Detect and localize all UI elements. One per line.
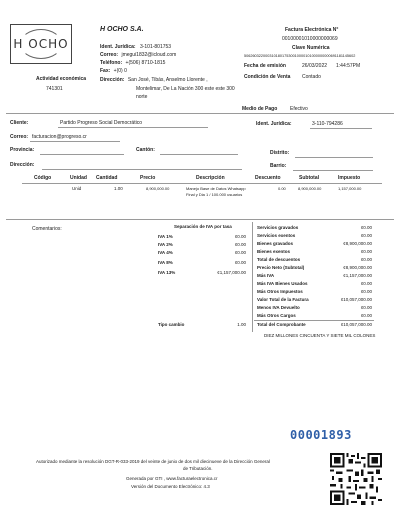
items-header-divider <box>22 183 382 184</box>
client-name-underline <box>58 127 208 128</box>
consecutive-number: 00001893 <box>290 428 352 442</box>
emitter-address-line3: norte <box>136 94 148 100</box>
iva-rate-label-1: IVA 1% <box>158 234 173 239</box>
activity-label: Actividad económica <box>36 76 87 82</box>
total-label-2: Servicios exentos <box>257 233 296 238</box>
items-bottom-divider <box>6 219 394 220</box>
total-value-2: ¢0.00 <box>360 233 372 238</box>
total-value-7: ¢1,157,000.00 <box>343 273 372 278</box>
iva-rate-label-5: IVA 13% <box>158 270 176 275</box>
district-underline <box>295 157 373 158</box>
doc-number: 00100001010000000069 <box>282 36 338 42</box>
emitter-address-line1: San José, Tibás, Anselmo Llorente , <box>127 77 208 83</box>
emitter-address-row <box>100 77 208 83</box>
condition-value: Contado <box>302 74 321 80</box>
item-qty: 1.00 <box>114 186 123 191</box>
total-label-10: Valor Total de la Factura <box>257 297 309 302</box>
emitter-address-line2: Montelimar, De La Nación 300 este este 300 <box>136 86 235 92</box>
iva-rate-value-2: ¢0.00 <box>234 242 246 247</box>
iva-rate-label-2: IVA 2% <box>158 242 173 247</box>
client-address-label: Dirección: <box>10 162 35 168</box>
iva-rate-label-3: IVA 4% <box>158 250 173 255</box>
total-label-1: Servicios gravados <box>257 225 299 230</box>
iva-rate-value-3: ¢0.00 <box>234 250 246 255</box>
total-label-5: Total de descuentos <box>257 257 301 262</box>
col-header-qty: Cantidad <box>96 175 118 181</box>
total-label-4: Bienes exentos <box>257 249 291 254</box>
item-price: 8,900,000.00 <box>146 186 170 191</box>
client-email-underline <box>30 141 120 142</box>
item-discount: 0.00 <box>278 186 286 191</box>
client-name-value: Partido Progreso Social Democrático <box>60 120 142 126</box>
col-header-tax: Impuesto <box>338 175 361 181</box>
grand-total-divider <box>254 320 374 321</box>
client-name-label: Cliente: <box>10 120 29 126</box>
client-id-underline <box>310 128 372 129</box>
footer-generator: Generada por GTI , www.facturaelectronica.cr <box>126 476 218 481</box>
barrio-label: Barrio: <box>270 163 287 169</box>
footer-resolution-line2: de Tributación. <box>183 466 213 471</box>
date-value: 26/03/2022 <box>302 63 328 69</box>
total-label-3: Bienes gravados <box>257 241 294 246</box>
date-label: Fecha de emisión <box>244 63 286 69</box>
province-underline <box>40 154 124 155</box>
item-desc-line2: Final y Dia 1 / 100.000 usuarios <box>186 192 243 197</box>
total-value-10: ¢10,057,000.00 <box>340 297 372 302</box>
payment-value: Efectivo <box>290 106 308 112</box>
emitter-phone-label: Teléfono: <box>100 60 123 66</box>
canton-underline <box>160 154 238 155</box>
client-email-label: Correo: <box>10 134 29 140</box>
qr-code-icon <box>330 453 382 505</box>
iva-rate-label-4: IVA 8% <box>158 260 173 265</box>
emitter-phone-value: +(506) 8710-1815 <box>125 60 166 66</box>
emitter-phone-row <box>100 60 165 66</box>
col-header-unit: Unidad <box>70 175 87 181</box>
emitter-email-row <box>100 52 176 58</box>
doc-type-label: Factura Electrónica N° <box>285 27 339 33</box>
total-value-3: ¢8,900,000.00 <box>343 241 372 246</box>
client-id-value: 3-110-794286 <box>312 121 343 127</box>
province-label: Provincia: <box>10 147 35 153</box>
total-label-9: Más Otros Impuestos <box>257 289 303 294</box>
district-label: Distrito: <box>270 150 290 156</box>
col-header-discount: Descuento <box>255 175 281 181</box>
total-value-6: ¢8,900,000.00 <box>343 265 372 270</box>
payment-label: Medio de Pago <box>242 106 278 112</box>
exchange-value: 1.00 <box>237 322 246 327</box>
item-unit: Unid <box>72 186 82 191</box>
col-header-desc: Descripción <box>196 175 225 181</box>
barrio-underline <box>293 170 373 171</box>
total-label-12: Más Otros Cargos <box>257 313 296 318</box>
total-value-1: ¢0.00 <box>360 225 372 230</box>
emitter-id-row <box>100 44 171 50</box>
emitter-email-label: Correo: <box>100 52 119 58</box>
logo-text: H OCHO <box>13 37 69 51</box>
iva-title: Separación de IVA por tasa <box>174 224 232 229</box>
total-value-8: ¢0.00 <box>360 281 372 286</box>
time-value: 1:44:57PM <box>336 63 361 69</box>
emitter-address-label: Dirección: <box>100 77 125 83</box>
comments-label: Comentarios: <box>32 226 62 232</box>
col-header-subtotal: Subtotal <box>299 175 319 181</box>
key-label: Clave Numérica <box>292 45 330 51</box>
emitter-fax-label: Fax: <box>100 68 111 74</box>
total-value-4: ¢0.00 <box>360 249 372 254</box>
col-header-price: Precio <box>140 175 156 181</box>
item-subtotal: 8,900,000.00 <box>298 186 322 191</box>
emitter-fax-row <box>100 68 127 74</box>
total-value-5: ¢0.00 <box>360 257 372 262</box>
total-in-words: DIEZ MILLONES CINCUENTA Y SIETE MIL COLONES <box>264 333 376 338</box>
totals-left-border <box>252 222 253 332</box>
total-value-12: ¢0.00 <box>360 313 372 318</box>
emitter-email-value: jmegui1832@icloud.com <box>121 52 177 58</box>
emitter-fax-value: +(0) 0 <box>113 68 127 74</box>
exchange-label: Tipo cambio <box>158 322 185 327</box>
total-value-11: ¢0.00 <box>360 305 372 310</box>
iva-rate-value-1: ¢0.00 <box>234 234 246 239</box>
total-label-11: Menos IVA Devuelto <box>257 305 300 310</box>
total-label-13: Total del Comprobante <box>257 322 306 327</box>
emitter-id-value: 3-101-801753 <box>139 44 172 50</box>
activity-value: 741301 <box>46 86 63 92</box>
total-value-13: ¢10,057,000.00 <box>340 322 372 327</box>
footer-version: Versión del Documento Electrónico: 4.3 <box>131 484 210 489</box>
client-address-underline <box>42 169 242 170</box>
canton-label: Cantón: <box>136 147 155 153</box>
client-email-value: facturacion@progreso.cr <box>32 134 87 140</box>
total-value-9: ¢0.00 <box>360 289 372 294</box>
iva-rate-value-5: ¢1,157,000.00 <box>217 270 246 275</box>
footer-resolution-line1: Autorizado mediante la resolución DGT-R-033-2019 del veinte de junio de dos mil diecinueve de la Dirección General <box>36 459 270 464</box>
condition-label: Condición de Venta <box>244 74 291 80</box>
key-value: 50626032200031018017530010000101000000000691181145602 <box>244 54 356 58</box>
total-label-6: Precio Neto (Subtotal) <box>257 265 305 270</box>
item-desc-line1: Manejo Base de Datos Whatsapp <box>186 186 246 191</box>
client-id-label: Ident. Jurídica: <box>256 121 292 127</box>
emitter-name: H OCHO S.A. <box>100 26 144 33</box>
iva-rate-value-4: ¢0.00 <box>234 260 246 265</box>
item-tax: 1,157,000.00 <box>338 186 362 191</box>
client-top-divider <box>6 113 394 114</box>
emitter-id-label: Ident. Jurídica: <box>100 44 136 50</box>
col-header-code: Código <box>34 175 52 181</box>
total-label-8: Más IVA Bienes Usados <box>257 281 308 286</box>
company-logo <box>10 24 72 64</box>
total-label-7: Más IVA <box>257 273 275 278</box>
